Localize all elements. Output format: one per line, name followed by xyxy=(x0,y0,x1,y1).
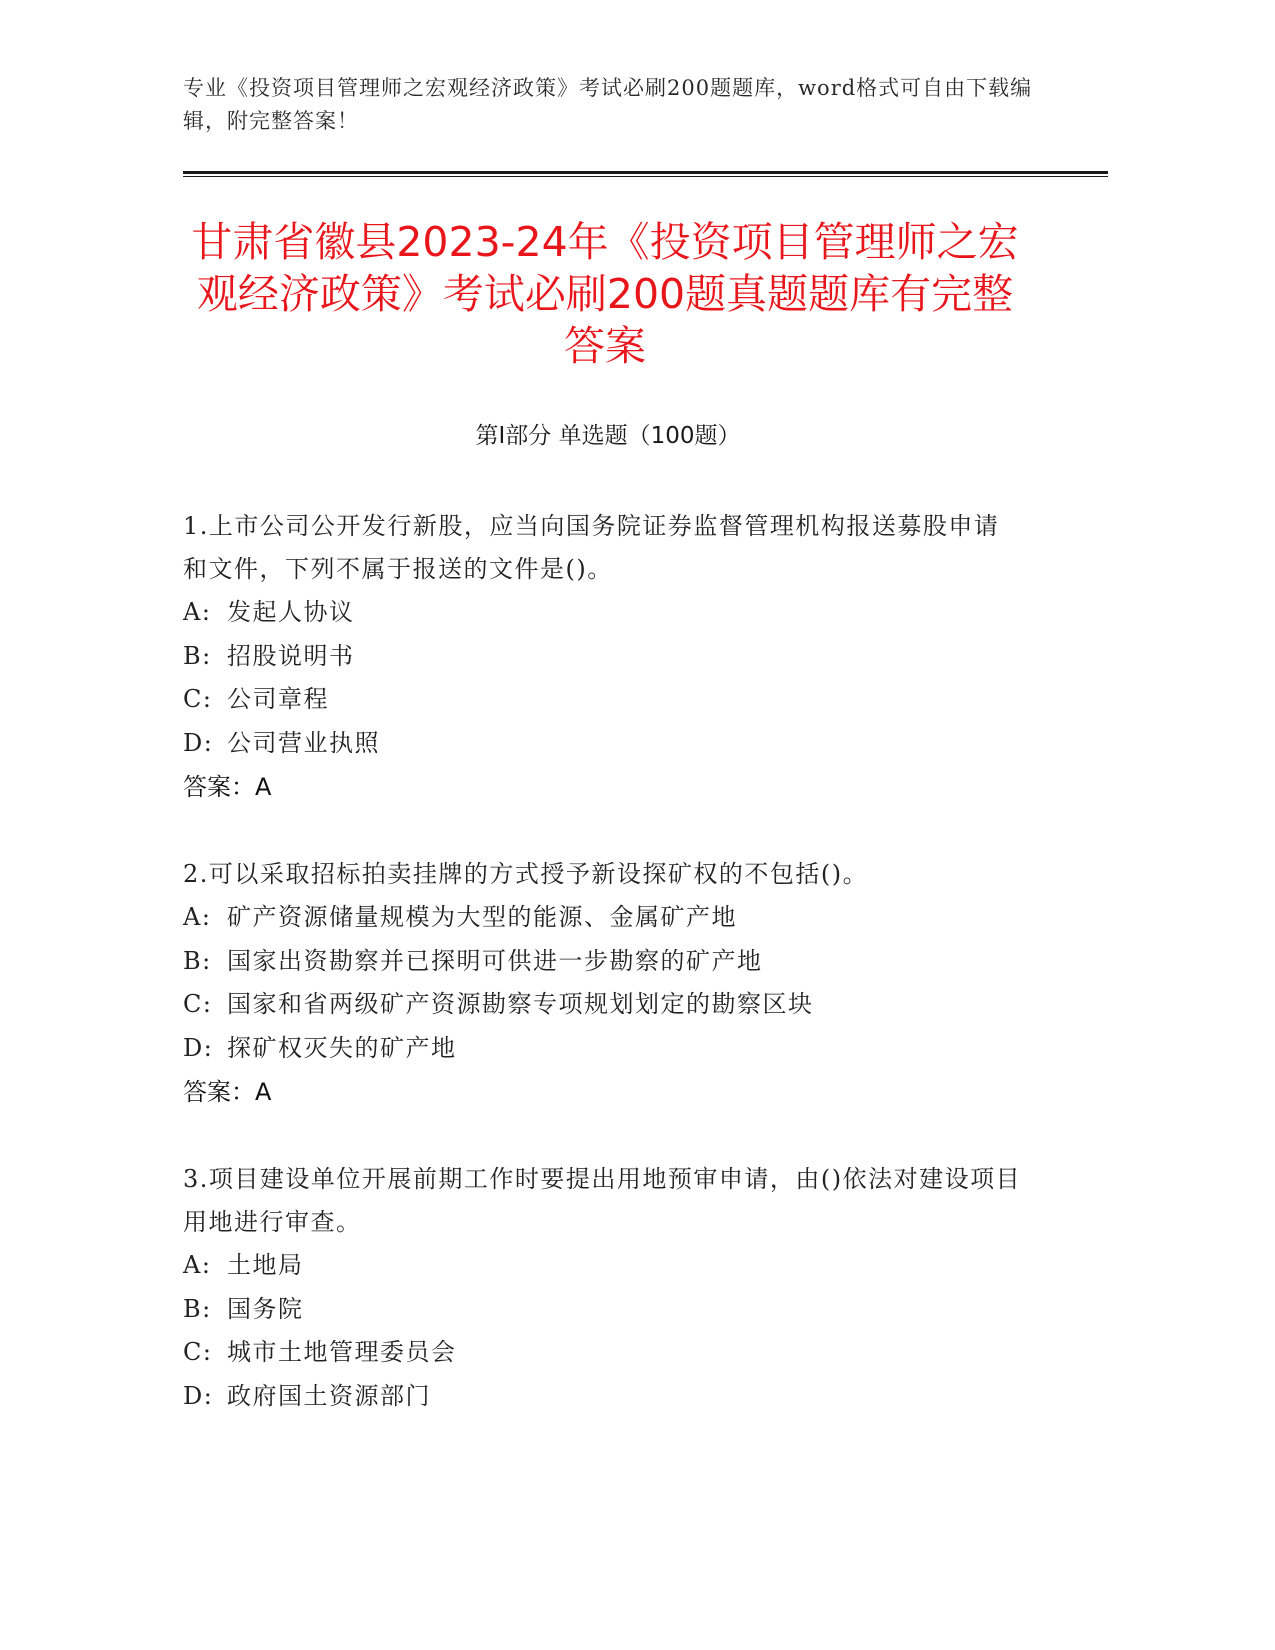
question-2 xyxy=(183,853,1023,1114)
question-stem: 3.项目建设单位开展前期工作时要提出用地预审申请，由()依法对建设项目用地进行审查。 xyxy=(183,1165,1022,1236)
option-c xyxy=(183,1331,1023,1375)
option-key: D: xyxy=(183,1381,214,1410)
option-key: A: xyxy=(183,903,212,931)
option-text: 矿产资源储量规模为大型的能源、金属矿产地 xyxy=(227,903,737,931)
option-text: 政府国土资源部门 xyxy=(227,1381,431,1410)
answer-line: 答案：A xyxy=(183,1078,272,1106)
header-divider-thick xyxy=(183,171,1108,174)
option-a xyxy=(183,591,1023,635)
option-key: D: xyxy=(183,1033,214,1062)
option-key: B: xyxy=(183,946,212,975)
option-b xyxy=(183,940,1023,984)
question-stem: 1.上市公司公开发行新股，应当向国务院证券监督管理机构报送募股申请和文件，下列不属于报送的文件是()。 xyxy=(183,512,1000,583)
option-text: 公司章程 xyxy=(227,685,329,713)
header-divider-thin xyxy=(183,176,1108,177)
option-c xyxy=(183,983,1023,1027)
option-text: 城市土地管理委员会 xyxy=(227,1338,457,1366)
option-a xyxy=(183,896,1023,940)
option-text: 土地局 xyxy=(227,1251,304,1279)
header-note: 专业《投资项目管理师之宏观经济政策》考试必刷200题题库，word格式可自由下载编辑，附完整答案！ xyxy=(183,76,1033,133)
option-b xyxy=(183,1288,1023,1332)
option-a xyxy=(183,1244,1023,1288)
option-text: 招股说明书 xyxy=(227,641,355,670)
option-d xyxy=(183,722,1023,766)
option-key: C: xyxy=(183,685,213,713)
option-key: B: xyxy=(183,641,212,670)
question-stem: 2.可以采取招标拍卖挂牌的方式授予新设探矿权的不包括()。 xyxy=(183,860,869,888)
option-text: 发起人协议 xyxy=(227,598,355,626)
option-b xyxy=(183,635,1023,679)
option-text: 探矿权灭失的矿产地 xyxy=(227,1033,457,1062)
option-c xyxy=(183,678,1023,722)
section-title: 第I部分 单选题（100题） xyxy=(475,423,741,449)
option-key: B: xyxy=(183,1294,212,1323)
option-text: 国家和省两级矿产资源勘察专项规划划定的勘察区块 xyxy=(227,990,814,1018)
option-d xyxy=(183,1375,1023,1419)
option-key: C: xyxy=(183,990,213,1018)
question-1 xyxy=(183,505,1023,809)
option-key: A: xyxy=(183,1251,212,1279)
option-key: A: xyxy=(183,598,212,626)
question-3 xyxy=(183,1158,1023,1418)
document-title: 甘肃省徽县2023-24年《投资项目管理师之宏观经济政策》考试必刷200题真题题库有完整答案 xyxy=(191,218,1019,370)
option-text: 国务院 xyxy=(227,1294,304,1323)
option-d xyxy=(183,1027,1023,1071)
question-list xyxy=(183,505,1023,1462)
option-text: 国家出资勘察并已探明可供进一步勘察的矿产地 xyxy=(227,946,763,975)
answer-line: 答案：A xyxy=(183,773,272,801)
option-text: 公司营业执照 xyxy=(227,728,380,757)
option-key: D: xyxy=(183,728,214,757)
option-key: C: xyxy=(183,1338,213,1366)
